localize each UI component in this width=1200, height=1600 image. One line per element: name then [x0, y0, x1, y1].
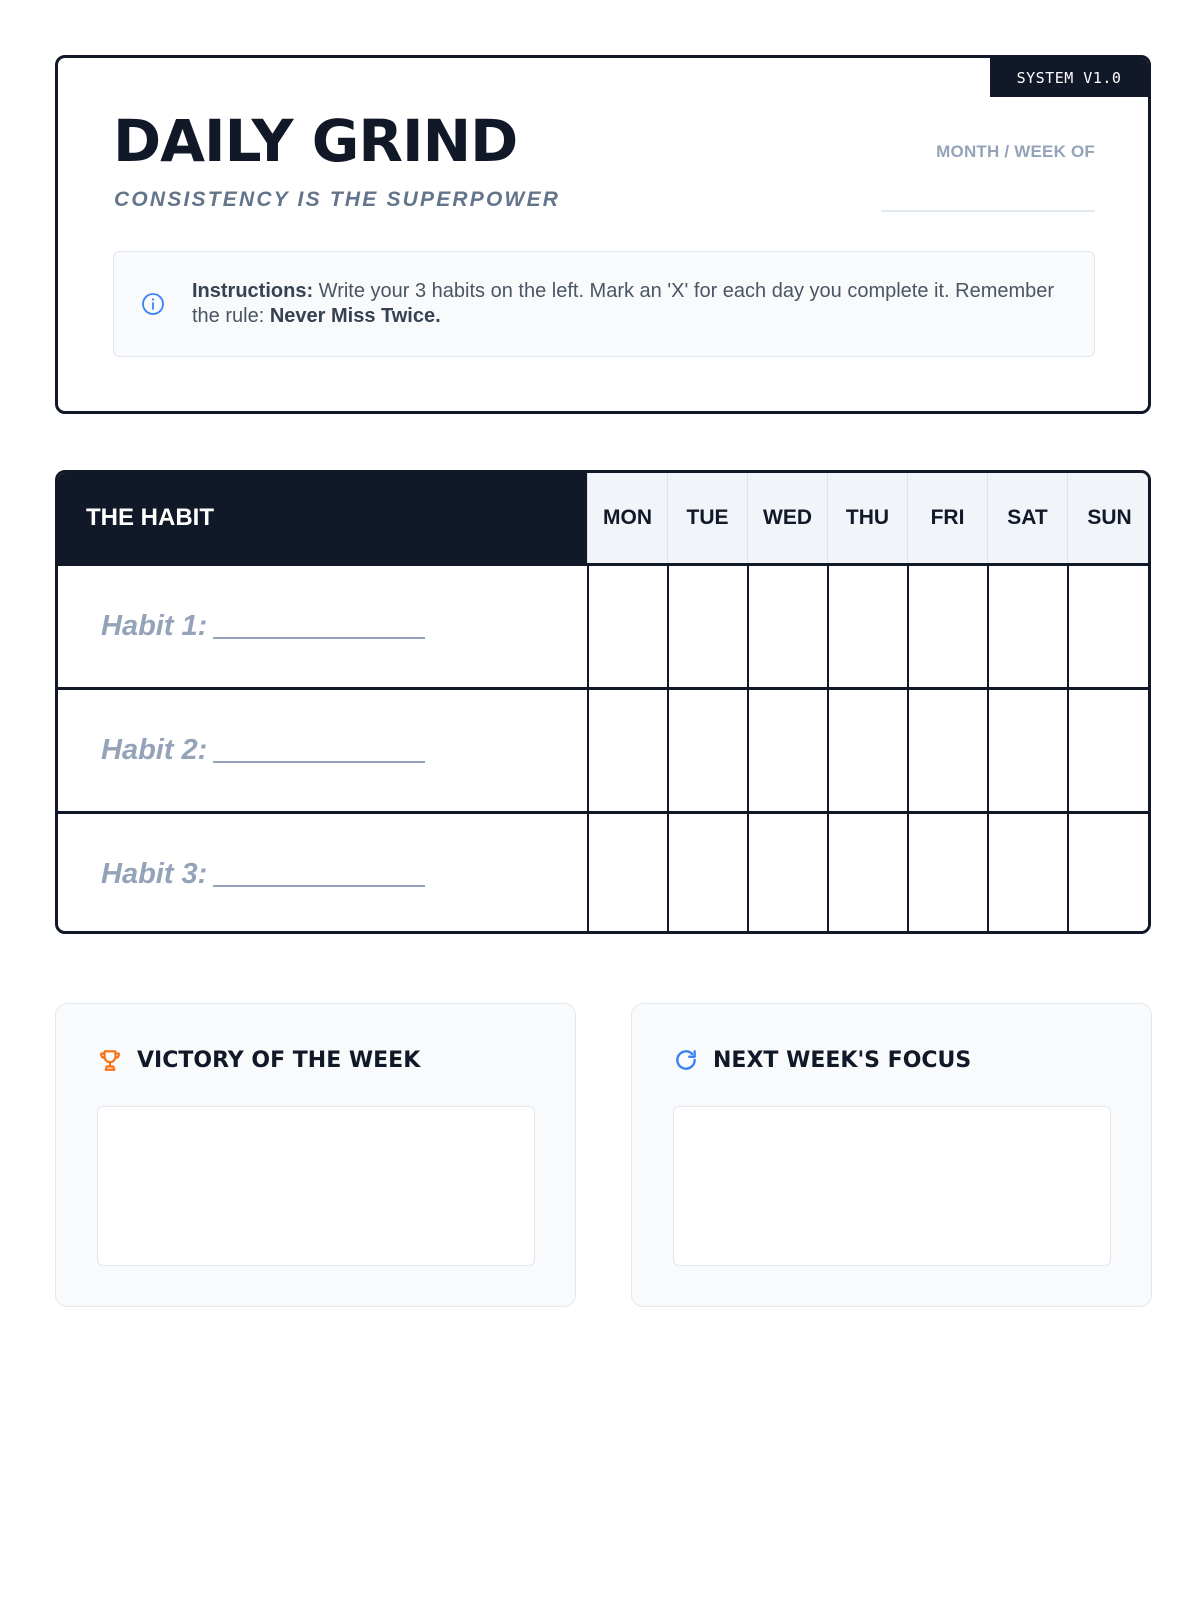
system-version-tag: SYSTEM V1.0	[990, 58, 1148, 97]
checkbox-cell[interactable]	[667, 814, 747, 934]
refresh-icon	[673, 1047, 699, 1073]
victory-input-area[interactable]	[97, 1106, 535, 1266]
checkbox-cell[interactable]	[1067, 690, 1151, 811]
table-header	[58, 473, 1148, 563]
focus-title	[673, 1047, 971, 1073]
checkbox-cell[interactable]	[827, 566, 907, 687]
table-row	[58, 566, 1148, 687]
table-row	[58, 814, 1148, 934]
checkbox-cell[interactable]	[747, 814, 827, 934]
focus-input-area[interactable]	[673, 1106, 1111, 1266]
header-card	[55, 55, 1151, 414]
habit-name-cell[interactable]	[58, 690, 587, 811]
victory-title-text: VICTORY OF THE WEEK	[137, 1047, 421, 1073]
checkbox-cell[interactable]	[667, 690, 747, 811]
checkbox-cell[interactable]	[587, 566, 667, 687]
checkbox-cell[interactable]	[1067, 814, 1151, 934]
month-week-label: MONTH / WEEK OF	[936, 142, 1095, 161]
checkbox-cell[interactable]	[987, 690, 1067, 811]
habit-label: Habit 1:	[101, 610, 208, 642]
day-header-mon: MON	[587, 473, 667, 563]
checkbox-cell[interactable]	[827, 814, 907, 934]
checkbox-cell[interactable]	[747, 690, 827, 811]
table-row	[58, 690, 1148, 811]
checkbox-cell[interactable]	[747, 566, 827, 687]
checkbox-cell[interactable]	[987, 814, 1067, 934]
habit-name-cell[interactable]	[58, 566, 587, 687]
habit-name-cell[interactable]	[58, 814, 587, 934]
instructions-rule: Never Miss Twice.	[269, 305, 441, 327]
victory-title	[97, 1047, 420, 1073]
instructions-label: Instructions:	[192, 280, 314, 302]
day-header-sun: SUN	[1067, 473, 1151, 563]
page-title: DAILY GRIND	[113, 107, 518, 175]
checkbox-cell[interactable]	[987, 566, 1067, 687]
habit-blank-line	[213, 739, 425, 763]
instructions-box	[113, 251, 1095, 357]
instructions-text	[192, 279, 1072, 329]
day-header-thu: THU	[827, 473, 907, 563]
checkbox-cell[interactable]	[907, 566, 987, 687]
month-week-field[interactable]	[881, 210, 1095, 212]
checkbox-cell[interactable]	[667, 566, 747, 687]
day-header-wed: WED	[747, 473, 827, 563]
habit-label: Habit 3:	[101, 858, 208, 890]
checkbox-cell[interactable]	[907, 814, 987, 934]
habit-label: Habit 2:	[101, 734, 208, 766]
day-header-fri: FRI	[907, 473, 987, 563]
instructions-body: Write your 3 habits on the left. Mark an 'X' for each day you complete it. Remember the rule:	[192, 280, 1055, 327]
checkbox-cell[interactable]	[587, 814, 667, 934]
habit-blank-line	[213, 615, 425, 639]
habit-blank-line	[213, 863, 425, 887]
habit-table	[55, 470, 1151, 934]
habit-column-header: THE HABIT	[58, 473, 587, 563]
day-header-tue: TUE	[667, 473, 747, 563]
victory-box	[55, 1003, 576, 1307]
info-icon	[141, 292, 165, 316]
checkbox-cell[interactable]	[1067, 566, 1151, 687]
day-header-sat: SAT	[987, 473, 1067, 563]
checkbox-cell[interactable]	[587, 690, 667, 811]
focus-title-text: NEXT WEEK'S FOCUS	[713, 1047, 972, 1073]
page-subtitle: CONSISTENCY IS THE SUPERPOWER	[114, 188, 561, 211]
checkbox-cell[interactable]	[907, 690, 987, 811]
trophy-icon	[97, 1047, 123, 1073]
focus-box	[631, 1003, 1152, 1307]
checkbox-cell[interactable]	[827, 690, 907, 811]
